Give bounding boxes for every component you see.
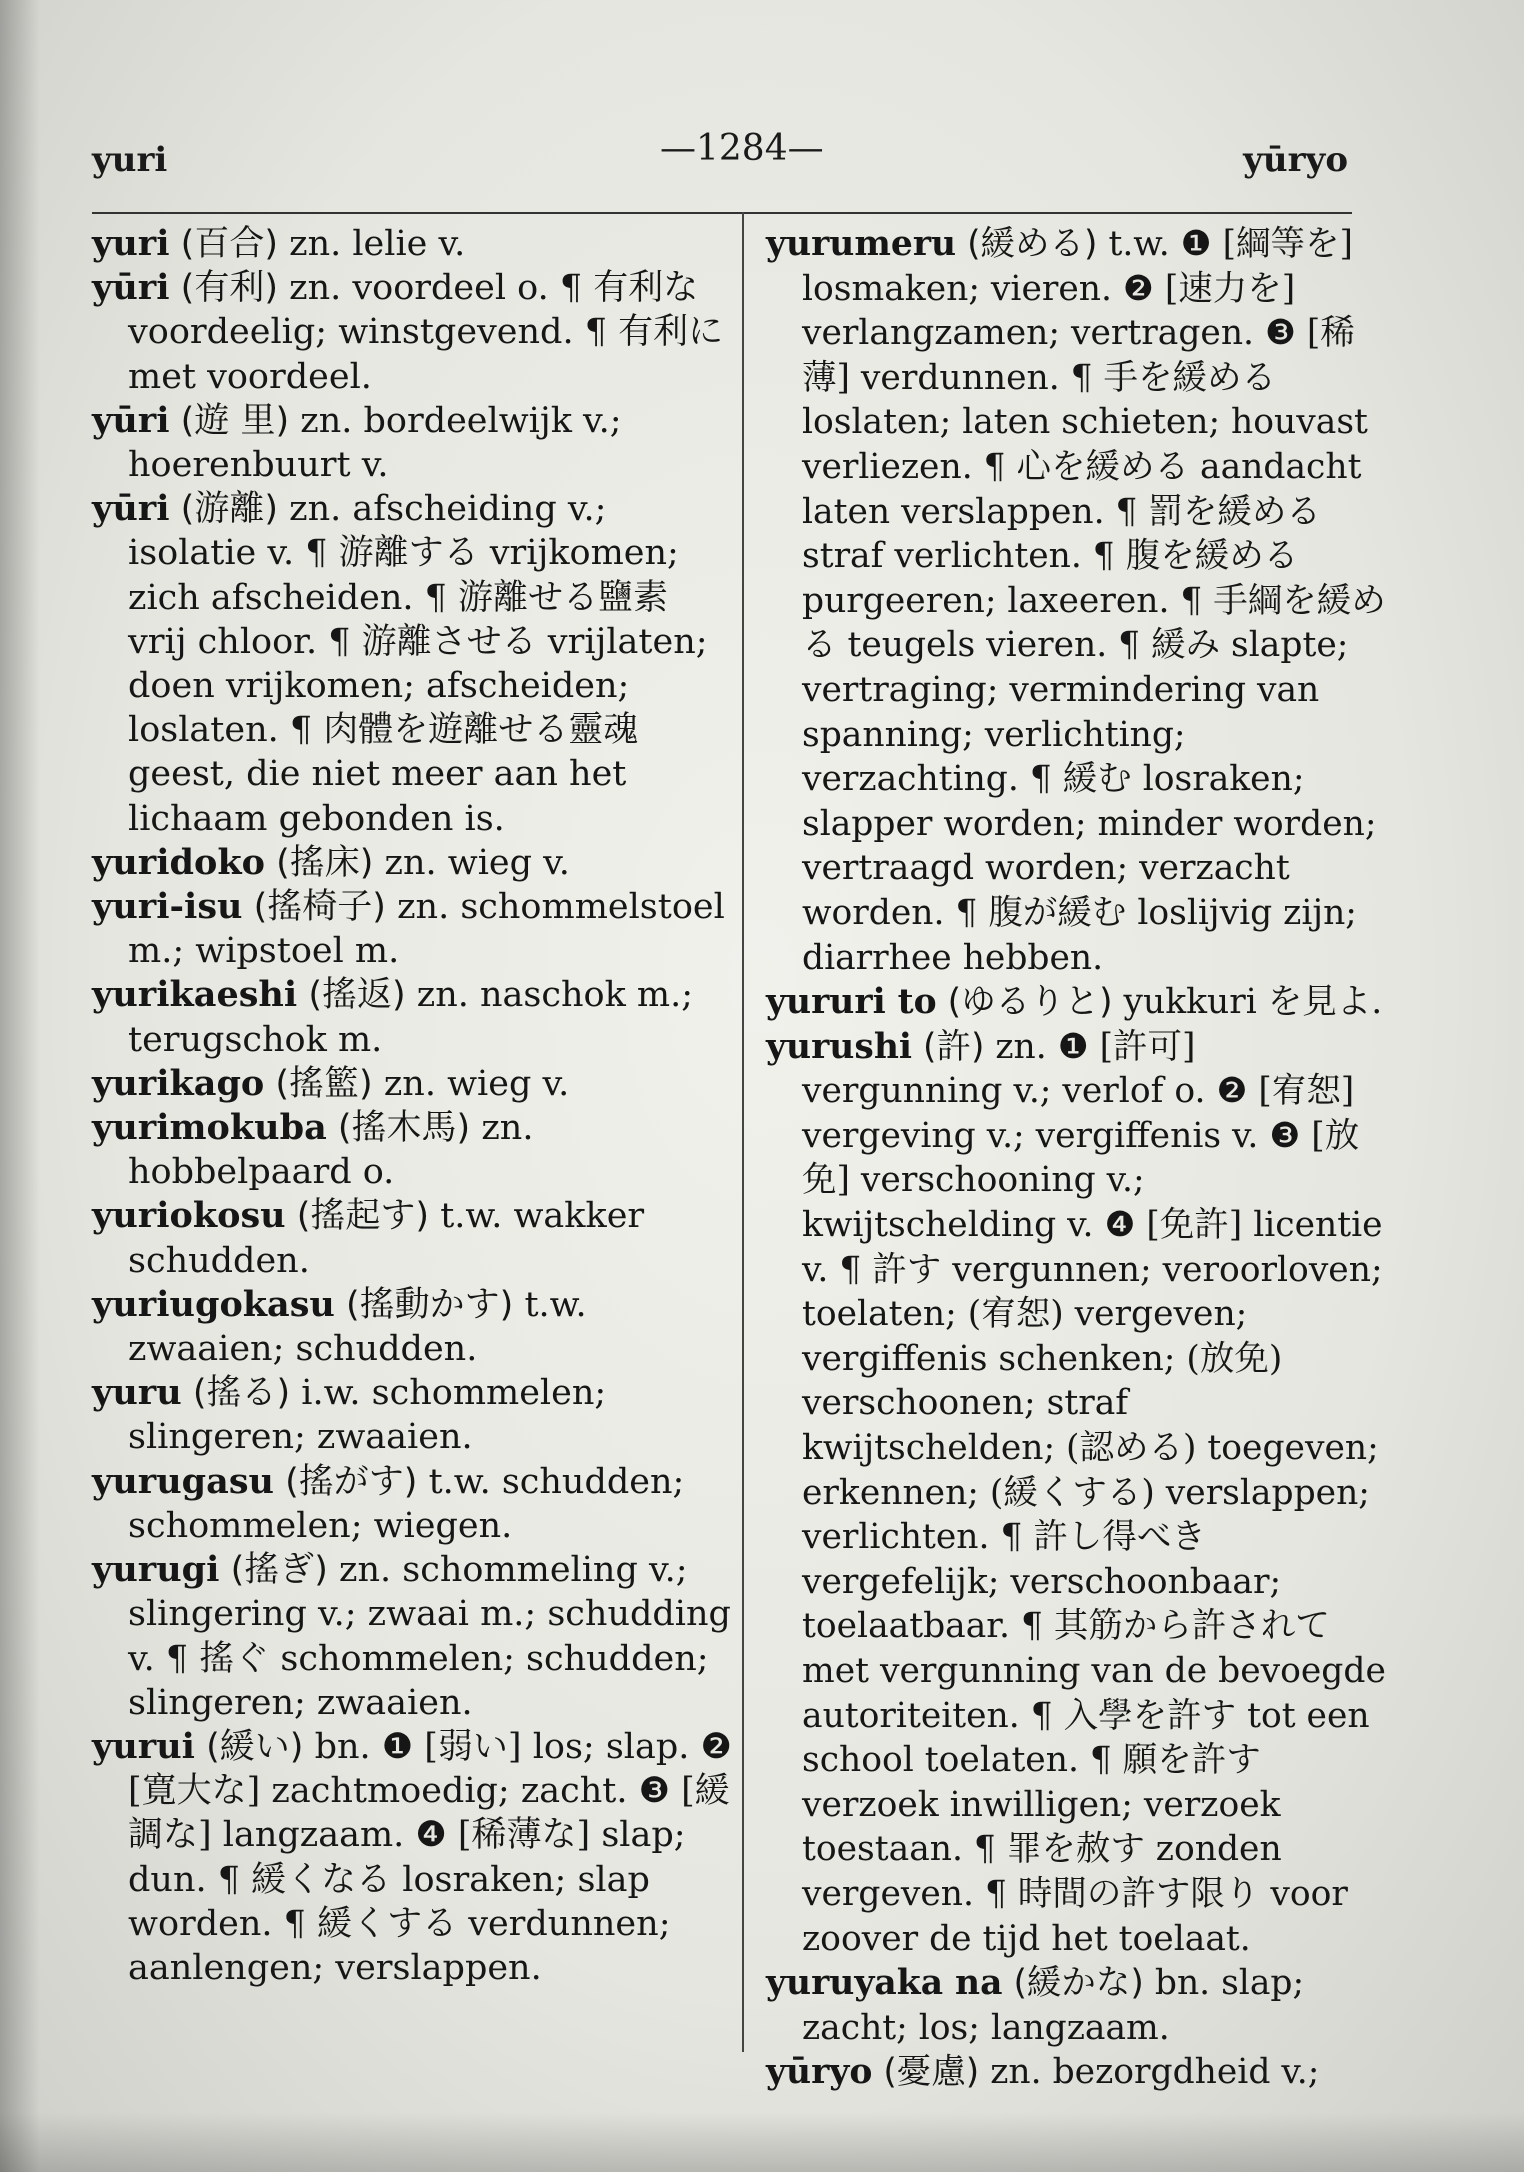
dictionary-entry [92, 399, 732, 487]
dictionary-entry [92, 222, 732, 266]
entry-kanji: (緩い) [206, 1726, 304, 1767]
entry-body: zn. bezorgdheid v.; [990, 2052, 1320, 2093]
entry-headword: yurui [92, 1725, 195, 1767]
page-bottom-shadow [0, 2112, 1524, 2172]
dictionary-entry [92, 1106, 732, 1194]
dictionary-entry [766, 980, 1386, 1025]
entry-kanji: (搖起す) [296, 1196, 430, 1237]
entry-kanji: (游離) [180, 489, 278, 530]
entry-kanji: (搖木馬) [337, 1108, 471, 1149]
entry-headword: yurugasu [92, 1460, 274, 1502]
entry-body: zn. schommelstoel m.; wipstoel m. [128, 887, 725, 972]
entry-kanji: (搖動かす) [346, 1284, 514, 1325]
entry-headword: yuriugokasu [92, 1283, 335, 1325]
entry-body: zn. schommeling v.; slingering v.; zwaai m.; schudding v. ¶ 搖ぐ schommelen; schudden; slingeren; zwaaien. [128, 1550, 731, 1723]
entry-body: zn. ❶ [許可] vergunning v.; verlof o. ❷ [宥恕] vergeving v.; vergiffenis v. ❸ [放免] verschooning v.; kwijtschelding v. ❹ [免許] licentie v. ¶ 許す vergunnen; veroorloven; toelaten; (宥恕) vergeven; vergiffenis schenken; (放免) verschoonen; straf kwijtschelden; (認める) toegeven; erkennen; (緩くする) verslappen; verlichten. ¶ 許し得べき vergefelijk; verschoonbaar; toelaatbaar. ¶ 其筋から許されて met vergunning van de bevoegde autoriteiten. ¶ 入學を許す tot een school toelaten. ¶ 願を許す verzoek inwilligen; verzoek toestaan. ¶ 罪を赦す zonden vergeven. ¶ 時間の許す限り voor zoover de tijd het toelaat. [802, 1026, 1386, 1959]
entry-headword: yuri-isu [92, 886, 243, 928]
page-number: —1284— [660, 128, 824, 169]
entry-headword: yuruyaka na [766, 1963, 1003, 2004]
entry-body: zn. afscheiding v.; isolatie v. ¶ 游離する vrijkomen; zich afscheiden. ¶ 游離せる鹽素 vrij chloor. ¶ 游離させる vrijlaten; doen vrijkomen; afscheiden; loslaten. ¶ 肉體を遊離せる靈魂 geest, die niet meer aan het lichaam gebonden is. [128, 489, 708, 839]
entry-kanji: (搖ぎ) [230, 1550, 328, 1591]
dictionary-entry [92, 1062, 732, 1106]
dictionary-entry [92, 1725, 732, 1990]
entry-headword: yūri [92, 267, 170, 309]
entry-kanji: (許) [922, 1026, 985, 1067]
entry-body: t.w. schudden; schommelen; wiegen. [128, 1461, 685, 1546]
page-gutter-shadow [0, 0, 40, 2172]
dictionary-entry [92, 1548, 732, 1725]
entry-kanji: (ゆるりと) [947, 982, 1113, 1023]
running-head-right: yūryo [1243, 140, 1348, 180]
dictionary-entry [92, 266, 732, 399]
dictionary-entry [92, 841, 732, 885]
entry-body: zn. hobbelpaard o. [128, 1108, 534, 1193]
entry-body: zn. wieg v. [383, 1063, 570, 1104]
running-head-left: yuri [92, 140, 168, 180]
dictionary-entry [766, 222, 1386, 980]
column-divider [742, 212, 744, 2052]
entry-headword: yūri [92, 399, 170, 441]
left-column [92, 222, 732, 1990]
entry-headword: yurushi [766, 1026, 913, 1067]
entry-kanji: (搖床) [276, 842, 374, 883]
dictionary-entry [92, 885, 732, 973]
entry-kanji: (搖返) [308, 975, 406, 1016]
entry-headword: yurimokuba [92, 1107, 327, 1149]
dictionary-entry [92, 1460, 732, 1548]
right-column [766, 222, 1386, 2095]
header-rule [92, 212, 1352, 214]
dictionary-entry [92, 973, 732, 1061]
entry-headword: yururi to [766, 982, 937, 1023]
entry-headword: yuriokosu [92, 1195, 286, 1237]
entry-kanji: (百合) [180, 224, 278, 264]
entry-headword: yuridoko [92, 841, 265, 883]
entry-headword: yūri [92, 488, 170, 530]
dictionary-entry [766, 1025, 1386, 1961]
entry-body: bn. slap; zacht; los; langzaam. [802, 1963, 1305, 2048]
entry-kanji: (緩める) [967, 224, 1098, 264]
entry-body: i.w. schommelen; slingeren; zwaaien. [128, 1373, 607, 1458]
entry-body: t.w. zwaaien; schudden. [128, 1284, 587, 1370]
entry-body: t.w. ❶ [綱等を] losmaken; vieren. ❷ [速力を] verlangzamen; vertragen. ❸ [稀薄] verdunnen. ¶ 手を緩める loslaten; laten schieten; houvast verliezen. ¶ 心を緩める aandacht laten verslappen. ¶ 罰を緩める straf verlichten. ¶ 腹を緩める purgeeren; laxeeren. ¶ 手綱を緩める teugels vieren. ¶ 緩み slapte; vertraging; vermindering van spanning; verlichting; verzachting. ¶ 緩む losraken; slapper worden; minder worden; vertraagd worden; verzacht worden. ¶ 腹が緩む loslijvig zijn; diarrhee hebben. [802, 224, 1386, 978]
entry-kanji: (搖がす) [285, 1461, 418, 1502]
entry-body: zn. naschok m.; terugschok m. [128, 975, 694, 1060]
entry-headword: yūryo [766, 2052, 873, 2093]
entry-kanji: (搖籃) [275, 1063, 373, 1104]
dictionary-entry [766, 2050, 1386, 2095]
entry-headword: yurumeru [766, 224, 957, 264]
dictionary-entry [766, 1961, 1386, 2050]
entry-body: zn. lelie v. [289, 224, 466, 264]
entry-kanji: (有利) [180, 268, 278, 309]
entry-headword: yuri [92, 223, 170, 264]
entry-kanji: (遊 里) [180, 400, 290, 441]
dictionary-entry [92, 487, 732, 841]
entry-kanji: (搖椅子) [253, 887, 386, 928]
dictionary-entry [92, 1283, 732, 1371]
entry-headword: yurugi [92, 1549, 220, 1591]
dictionary-entry [92, 1371, 732, 1459]
entry-body: yukkuri を見よ. [1123, 982, 1383, 1023]
entry-body: bn. ❶ [弱い] los; slap. ❷ [寛大な] zachtmoedig; zacht. ❸ [緩調な] langzaam. ❹ [稀薄な] slap; dun. ¶ 緩くなる losraken; slap worden. ¶ 緩くする verdunnen; aanlengen; verslappen. [128, 1726, 732, 1988]
entry-headword: yuru [92, 1372, 182, 1414]
entry-headword: yurikago [92, 1062, 265, 1104]
entry-body: zn. voordeel o. ¶ 有利な voordeelig; winstgevend. ¶ 有利に met voordeel. [128, 268, 724, 397]
entry-kanji: (憂慮) [883, 2052, 980, 2093]
entry-body: t.w. wakker schudden. [128, 1196, 645, 1281]
entry-body: zn. bordeelwijk v.; hoerenbuurt v. [128, 400, 622, 486]
entry-kanji: (搖る) [192, 1373, 291, 1414]
entry-kanji: (緩かな) [1013, 1963, 1144, 2004]
entry-body: zn. wieg v. [384, 842, 570, 883]
dictionary-entry [92, 1194, 732, 1282]
entry-headword: yurikaeshi [92, 974, 298, 1016]
